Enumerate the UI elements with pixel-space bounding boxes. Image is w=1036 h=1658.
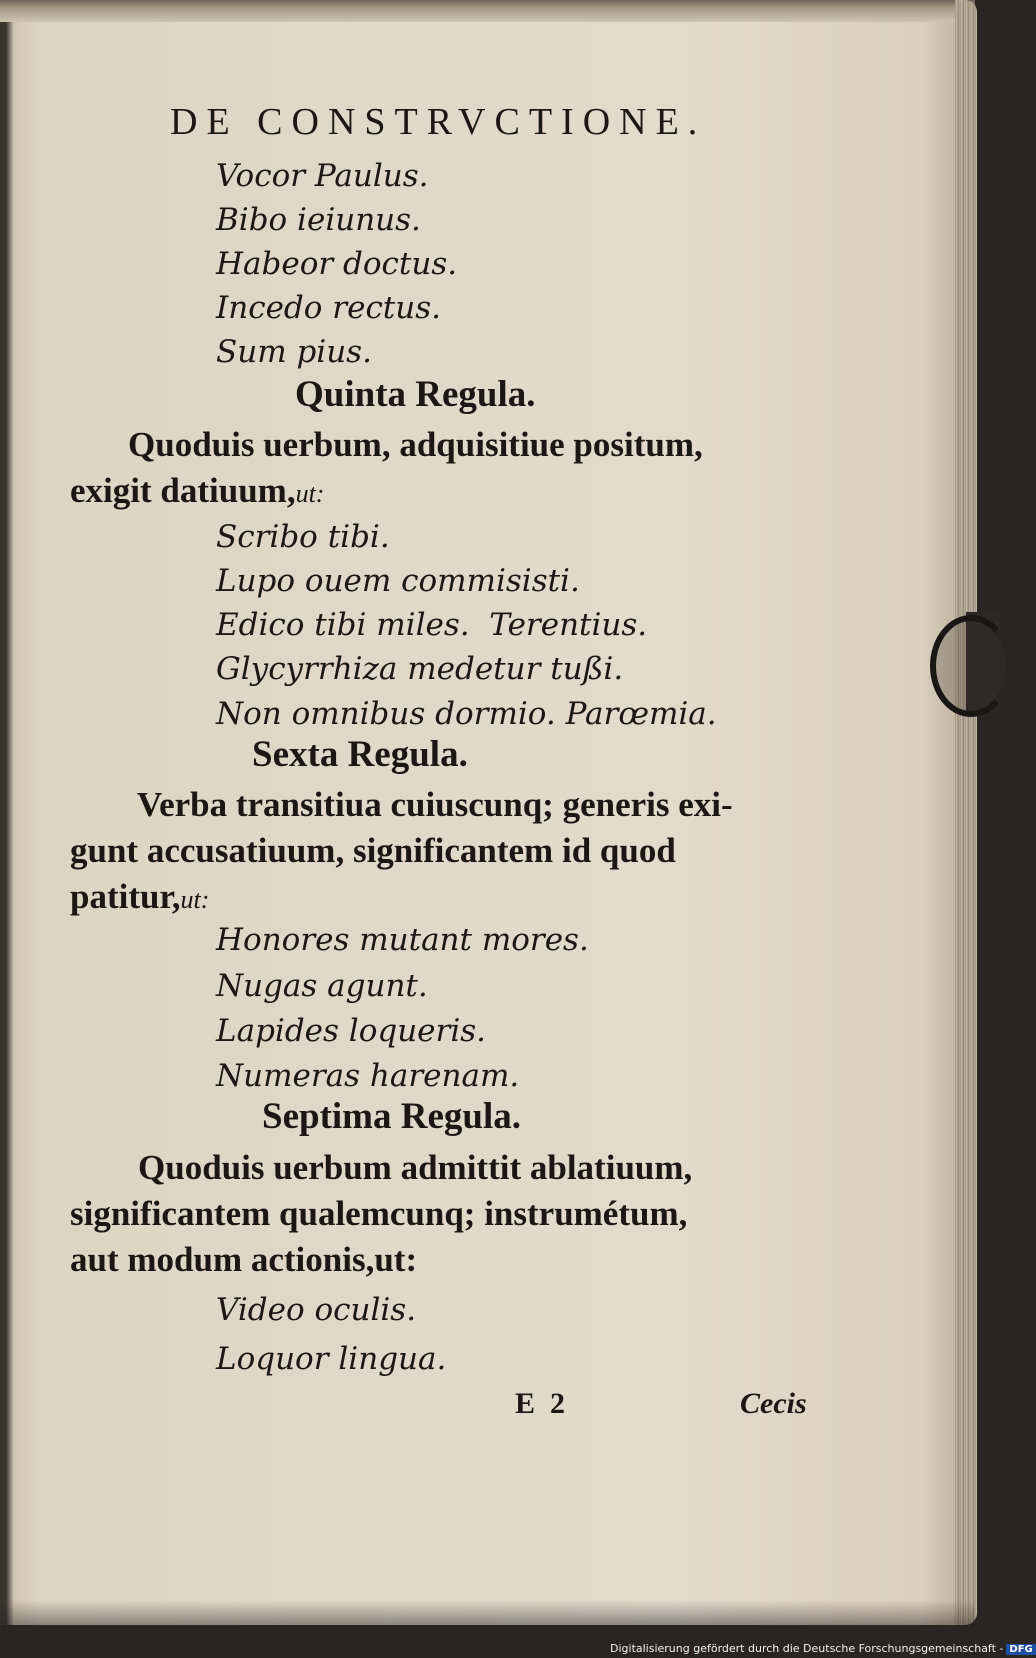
page-fore-edge bbox=[955, 0, 977, 1625]
ut-marker: ut: bbox=[295, 479, 325, 508]
example-line: Loquor lingua. bbox=[216, 1341, 447, 1377]
example-line: Honores mutant mores. bbox=[216, 922, 589, 958]
example-line: Incedo rectus. bbox=[216, 290, 441, 326]
example-line: Vocor Paulus. bbox=[216, 158, 429, 194]
rule-text: gunt accusatiuum, significantem id quod bbox=[70, 831, 676, 870]
signature-mark: E 2 bbox=[515, 1387, 566, 1420]
example-line: Sum pius. bbox=[216, 334, 372, 370]
rule-text: Quoduis uerbum admittit ablatiuum, bbox=[138, 1148, 693, 1187]
rule-text bbox=[70, 877, 209, 917]
page-top-edge bbox=[0, 0, 975, 22]
clasp-ring bbox=[930, 615, 1012, 717]
catchword: Cecis bbox=[740, 1387, 807, 1420]
page-bottom-shadow bbox=[0, 1600, 975, 1625]
page-header: DE CONSTRVCTIONE. bbox=[170, 101, 707, 143]
example-line: Habeor doctus. bbox=[216, 246, 458, 282]
example-line: Lapides loqueris. bbox=[216, 1013, 487, 1049]
example-line: Video oculis. bbox=[216, 1292, 417, 1328]
example-line: Nugas agunt. bbox=[216, 968, 428, 1004]
rule-title: Quinta Regula. bbox=[295, 374, 536, 415]
example-line: Numeras harenam. bbox=[216, 1058, 520, 1094]
rule-title: Septima Regula. bbox=[262, 1096, 521, 1137]
rule-text: Verba transitiua cuiuscunq; generis exi- bbox=[137, 785, 733, 824]
digitization-credit bbox=[610, 1642, 1036, 1655]
example-line: Bibo ieiunus. bbox=[216, 202, 421, 238]
rule-text: aut modum actionis,ut: bbox=[70, 1240, 418, 1279]
dfg-logo: DFG bbox=[1006, 1644, 1035, 1655]
rule-title: Sexta Regula. bbox=[252, 734, 468, 775]
credit-text: Digitalisierung gefördert durch die Deutsche Forschungsgemeinschaft - bbox=[610, 1642, 1004, 1655]
example-line: Scribo tibi. bbox=[216, 519, 390, 555]
rule-text: Quoduis uerbum, adquisitiue positum, bbox=[128, 425, 703, 464]
ut-marker: ut: bbox=[180, 885, 210, 914]
example-line: Lupo ouem commisisti. bbox=[216, 563, 580, 599]
example-line: Edico tibi miles. Terentius. bbox=[216, 607, 648, 643]
rule-text: significantem qualemcunq; instrumétum, bbox=[70, 1194, 688, 1233]
rule-text-part: patitur, bbox=[70, 877, 181, 916]
example-line: Non omnibus dormio. Parœmia. bbox=[216, 696, 717, 732]
rule-text-part: exigit datiuum, bbox=[70, 471, 296, 510]
example-line: Glycyrrhiza medetur tußi. bbox=[216, 651, 624, 687]
rule-text bbox=[70, 471, 324, 511]
